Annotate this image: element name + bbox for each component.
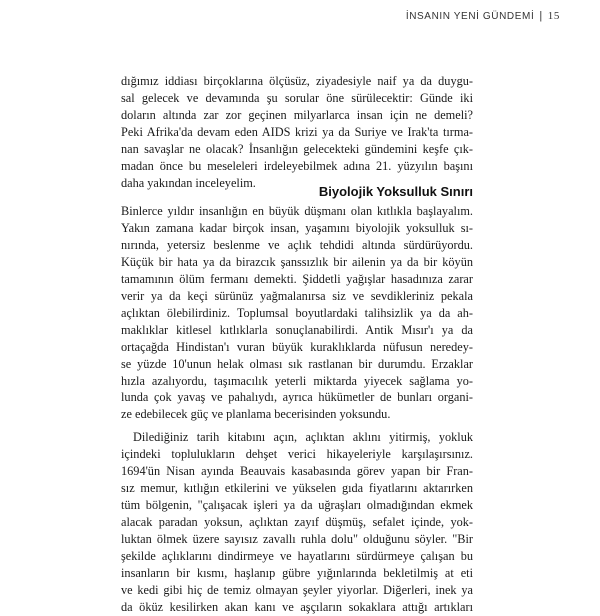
- text-line: doların altında zar zor geçinen milyarlarca insan için ne demeli?: [121, 107, 473, 122]
- text-line: Dilediğiniz tarih kitabını açın, açlıktan aklını yitirmiş, yokluk: [133, 430, 473, 445]
- text-line: sız memur, kıtlığın etkilerini ve yükselen gıda fiyatlarını aktarırken: [121, 481, 473, 496]
- text-line: tamamının ölüm fermanı demekti. Şiddetli yağışlar hasadınıza zarar: [121, 271, 473, 286]
- text-line: sal gelecek ve devamında şu sorular öne sürülecektir: Günde iki: [121, 90, 473, 105]
- text-line: hızla azalıyordu, taşımacılık yeterli miktarda yiyecek sağlama yo-: [121, 373, 473, 388]
- header-separator: |: [539, 10, 543, 22]
- text-line: nırında, yetersiz beslenme ve açlık tehdidi altında sürdürüyordu.: [121, 237, 473, 252]
- text-line: nan savaşlar ne olacak? İnsanlığın gelecekteki gündemini keşfe çık-: [121, 141, 473, 156]
- paragraph-continued: [121, 73, 473, 192]
- section-heading: Biyolojik Yoksulluk Sınırı: [318, 184, 473, 199]
- text-line: dığımız iddiası birçoklarına ölçüsüz, ziyadesiyle naif ya da duygu-: [121, 74, 473, 88]
- paragraph: [121, 203, 473, 423]
- page-number: 15: [547, 10, 560, 22]
- text-line: alacak paradan yoksun, açlıktan zayıf düşmüş, sefalet içinde, yok-: [121, 515, 473, 530]
- text-line: Küçük bir hata ya da birazcık şanssızlık bir ailenin ya da bir köyün: [121, 254, 473, 269]
- text-line: verir ya da keçi sürünüz yağmalanırsa siz ve sevdikleriniz pekala: [121, 288, 473, 303]
- text-line: ve kedi gibi hiç de temiz olmayan şeyler yiyorlar. Diğerleri, inek ya: [121, 582, 473, 597]
- text-line: içindeki toplulukların dehşet verici hikayeleriyle karşılaşırsınız.: [121, 447, 473, 462]
- text-line: luktan ölmek üzere sayısız zavallı ruhla dolu" olduğunu söyler. "Bir: [121, 532, 473, 547]
- text-line: da öküz kesilirken akan kanı ve aşçıların sokaklara attığı artıkları: [121, 599, 473, 614]
- running-header: [406, 10, 560, 22]
- text-line: ortaçağda Hindistan'ı vuran büyük kuraklıklarda nüfusun neredey-: [121, 339, 473, 354]
- text-line: maklıklar kitlesel kıtlıklarla sonuçlanabilirdi. Antik Mısır'ı ya da: [121, 322, 473, 337]
- text-line: şekilde açlıklarını dindirmeye ve hayatlarını sürdürmeye çalışan bu: [121, 549, 473, 564]
- text-line: se yüzde 10'unun helak olması sık rastlanan bir durumdu. Erzaklar: [121, 356, 473, 371]
- text-line: madan önce bu meseleleri irdeleyebilmek adına 21. yüzyılın başını: [121, 158, 473, 173]
- running-title: İNSANIN YENİ GÜNDEMİ: [405, 10, 535, 22]
- text-line: tüm bölgenin, "çalışacak işleri ya da uğraşları olmadığından ekmek: [121, 498, 473, 513]
- text-line: 1694'ün Nisan ayında Beauvais kasabasında görev yapan bir Fran-: [121, 464, 473, 479]
- text-line: Yakın zamana kadar birçok insan, yaşamını biyolojik yoksulluk sı-: [121, 220, 473, 235]
- paragraph: [121, 429, 473, 615]
- text-line: insanların bir kısmı, haşlanıp gübre yığınlarında bekletilmiş at eti: [121, 566, 473, 581]
- text-line: ze edebilecek güç ve planlama becerisinden yoksundu.: [121, 407, 391, 422]
- text-line: lunda çok yavaş ve pahalıydı, ayrıca hükümetler de bunları organi-: [121, 390, 473, 405]
- text-line: Binlerce yıldır insanlığın en büyük düşmanı olan kıtlıkla başlayalım.: [121, 204, 473, 218]
- text-line: açlıktan ölebilirdiniz. Toplumsal boyutlardaki talihsizlik ya da ah-: [121, 305, 473, 320]
- text-line: daha yakından inceleyelim.: [121, 175, 256, 190]
- text-line: Peki Afrika'da devam eden AIDS krizi ya da Suriye ve Irak'ta tırma-: [121, 124, 473, 139]
- body-text: [121, 203, 473, 616]
